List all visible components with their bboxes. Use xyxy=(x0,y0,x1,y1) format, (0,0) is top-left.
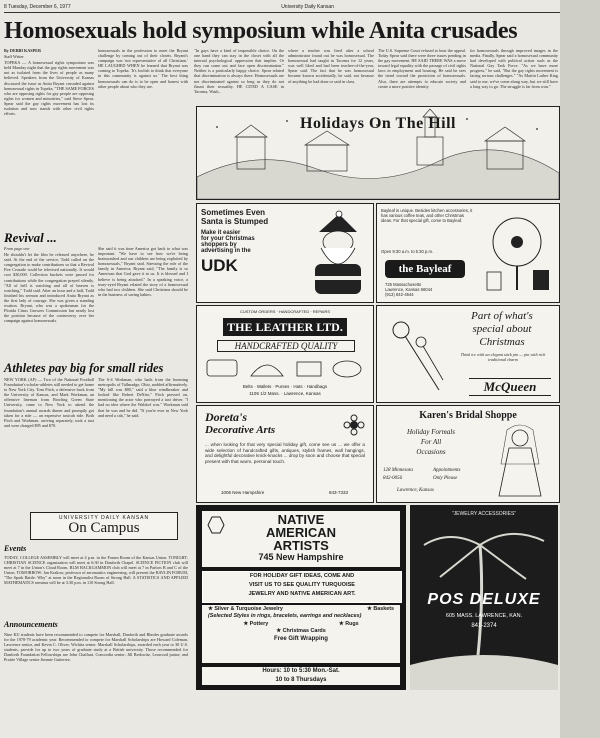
lead-story-col-3 xyxy=(194,48,284,104)
bridal-city: Lawrence, Kansas xyxy=(397,488,434,493)
stick-pin-illustration xyxy=(381,312,447,398)
kitchen-tools-illustration xyxy=(479,210,555,296)
native-header xyxy=(202,511,400,567)
doretas-name-2: Decorative Arts xyxy=(205,424,276,436)
pos-name: POS DELUXE xyxy=(427,591,541,608)
native-item-selected: (Selected Styles in rings, bracelets, earrings and necklaces) xyxy=(208,613,362,620)
native-american-artists-ad xyxy=(196,505,406,690)
native-line-3: ARTISTS xyxy=(273,538,329,553)
on-campus-masthead: UNIVERSITY DAILY KANSAN xyxy=(58,515,150,521)
bridal-line-2: For All xyxy=(420,438,442,446)
doretas-body: ... when looking for that very special holiday gift, come see us ... we offer a wide selection of handcrafted gifts, antiques, stylish frames, wall hangings, and delightful decorative knick-knacks ... drop by soon and choose that special present with that warm, personal touch. xyxy=(205,442,365,464)
native-items-row-2 xyxy=(202,621,400,628)
lead-story-col-4 xyxy=(288,48,374,104)
native-item-baskets: ★ Baskets xyxy=(366,606,394,612)
santa-udk-ad xyxy=(196,203,374,303)
holidays-banner xyxy=(196,106,560,200)
bridal-address: 128 Minnesota xyxy=(383,468,413,473)
doretas-phone: 843-7333 xyxy=(329,490,349,495)
folio-line xyxy=(4,4,564,10)
folio-rule xyxy=(4,12,560,13)
revival-headline: Revival ... xyxy=(4,230,57,245)
native-item-cards: ★ Christmas Cards xyxy=(276,628,326,635)
holidays-title: Holidays On The Hill xyxy=(300,115,456,132)
mcqueen-ad xyxy=(376,305,560,403)
mcqueen-line-2: special about xyxy=(472,323,532,335)
native-promo-3: JEWELRY AND NATIVE AMERICAN ART. xyxy=(248,591,356,597)
doretas-flower-icon xyxy=(343,414,365,436)
udk-brand: UDK xyxy=(201,256,238,275)
pos-deluxe-ad xyxy=(410,505,558,690)
santa-line-1: Sometimes Even xyxy=(201,208,266,217)
lead-byline: By DEBBI KASPER xyxy=(4,48,41,53)
lead-body: TOPEKA — A homosexual rights symposium was held Monday night that the gay rights movement was not as isolated from the lives of people as many believed. Speakers from the University of Kansas discussed the issue as Anita Bryant crusaded against homosexual rights in Topeka. "THE SAME FORCES who are opposing rights for gay people are opposing rights for women and minorities," said Steve Spear. Spear said the gay rights movement has lost its isolation and now stands with other civil rights efforts. xyxy=(4,60,94,117)
events-heading: Events xyxy=(4,544,27,553)
leather-topline: CUSTOM ORDERS · HANDCRAFTED · REPAIRS xyxy=(239,309,331,314)
bayleaf-name: the Bayleaf xyxy=(398,263,452,275)
bayleaf-phone: (913) 842-4544 xyxy=(385,292,414,298)
bridal-line-3: Occasions xyxy=(416,448,446,456)
revival-col2-text: She said it was time America got back to what was important. "We have to see how we're being brainwashed and our children are being exploited by homosexuals," Bryant said. Stressing the role of the family in America, Bryant said, "The family is so American that God gave it to us. It is blessed and I believe is being attacked." In a speaking voice, a teary-eyed Bryant related the story of a homosexual who had two children. She said Christians should be in the business of saving babies. xyxy=(98,246,188,297)
lead-col6-text: for homosexuals through improved images in the media. Finally, Spear said a homosexual community had developed with political action such as the National Gay Task Force. "As we have more progress," he said, "But the gay rights movement is facing serious challenges." "As Martin Luther King said to me, we've come along way, but we still have a long way to go. The struggle is far from won." xyxy=(470,48,558,89)
lead-story-col-2 xyxy=(98,48,188,228)
events-text: TODAY, COLLEGE ASSEMBLY will meet at 4 p.m. in the Forum Room of the Kansas Union. TONIGHT: CHRISTIAN SCIENCE organization will meet at 6:30 in Danforth Chapel. SCIENCE FICTION club will meet at 7 in the Union's Cloud Room. BLM BACKGAMMON club will meet at 7 in Parlors B and C of the Union. TOMORROW: Jan Krakow, professor of aeronautics engineering, will present the BAVLIN FORUM, "The Spark Battle: Why" at noon in the Regionalist Room of Strong Hall. A STATISTICS AND APPLIED MATHEMATICS seminar will be at 3:30 p.m. in 110 Strong Hall. xyxy=(4,555,188,586)
page-edge xyxy=(560,0,600,738)
athletes-col-1 xyxy=(4,377,94,495)
lead-story-col-1 xyxy=(4,48,94,228)
bayleaf-hours: Open 9:30 a.m. to 5:30 p.m. xyxy=(381,249,434,254)
bridal-line-1: Holiday Formals xyxy=(406,428,456,436)
native-items xyxy=(202,605,400,663)
bayleaf-ad xyxy=(376,203,560,303)
native-pottery-icon xyxy=(206,515,226,535)
native-hours-2: 10 to 8 Thursdays xyxy=(275,676,327,683)
main-headline: Homosexuals hold symposium while Anita crusades xyxy=(4,18,518,44)
doretas-address: 1006 New Hampshire xyxy=(221,490,265,495)
bayleaf-city: Lawrence, Kansas 66044 xyxy=(385,287,433,293)
mcqueen-line-3: Christmas xyxy=(479,336,525,348)
native-item-rugs: ★ Rugs xyxy=(338,620,359,627)
doretas-ad xyxy=(196,405,374,503)
lead-col4-text: where a teacher was fired after a school administrator found out he was homosexual. The homosexual had taught in Tacoma for 12 years, was well liked and had been teacher-of-the-year, Spear said. The fact that he was homosexual became known accidentally, he said, not because of anything he had done or said in class. xyxy=(288,48,374,84)
santa-ad-text xyxy=(201,208,299,276)
lead-col3-text: "In gays have a kind of impossible choice. On the one hand they can stay in the closet with all the internal psychological oppression that implies. Or they can come out and face open discrimination." Neither is a particularly happy choice. Spear related that discrimination is always there. Homosexuals are not discriminated against so long as they do not flaunt their sexuality. HE CITED A CASE in Tacoma, Wash., xyxy=(194,48,284,94)
santa-line-3: Make it easier xyxy=(201,230,241,236)
announcements-heading: Announcements xyxy=(4,620,58,629)
santa-illustration xyxy=(305,210,369,296)
santa-line-2: Santa is Stumped xyxy=(201,217,269,226)
bayleaf-address-block xyxy=(385,282,475,300)
native-promo-box xyxy=(202,571,402,603)
athletes-col2-text: The 6-4 Workman, who hails from the booming metropolis of Tallmadge, Ohio, nodded affirmatively. "My bill was $80," said a blue windbreaker and looked like Robert DeNiro," Fitch pressed on, mentioning the actor who portrayed a taxi driver. "I had no idea where the Waldorf was." Workman said that he was and he did. "If you're ever in New York and need a cab," he said. xyxy=(98,377,188,418)
folio-date: 8 Tuesday, December 6, 1977 xyxy=(4,4,71,10)
doretas-name: Doreta's xyxy=(205,410,247,424)
lead-byline-role: Staff Writer xyxy=(4,54,24,60)
bridal-appt-2: Only Please xyxy=(433,476,458,481)
on-campus-banner xyxy=(30,512,178,540)
announcements-text: Nine KU students have been recommended to compete for Marshall, Danforth and Rhodes graduate awards for the 1978-79 academic year. Recommended to compete for Marshall Scholarships are Howard Coleman, Lawrence senior, and Kevin C. Oliver, Wichita senior. Marshall Scholarships, awarded each year to 30 U.S. students, provide for up to two years of graduate study at a British university. Those recommended for Danforth Foundation Fellowships are John Chalfant, Concordia senior; Jill Bedowitz, Leawood junior; and Prairie Village senior Jimmie Gutierrez. xyxy=(4,632,188,663)
athletes-col-2 xyxy=(98,377,188,495)
bayleaf-logo xyxy=(385,260,465,278)
revival-from: From page one xyxy=(4,246,30,251)
leather-name-banner xyxy=(223,318,347,336)
native-line-2: AMERICAN xyxy=(265,525,337,540)
bridal-shoppe-ad xyxy=(376,405,560,503)
on-campus-title: On Campus xyxy=(68,520,140,536)
mcqueen-line-4: Think ice with an elegant stick pin — pin with rich traditional charm xyxy=(460,352,546,363)
mcqueen-name: McQueen xyxy=(469,378,551,396)
leather-address: 1105 1/2 Mass. · Lawrence, Kansas xyxy=(249,391,321,396)
folio-paper-name: University Daily Kansan xyxy=(281,4,334,10)
bridal-appt-1: Appointments xyxy=(433,468,461,473)
bridal-phone: 842-0056 xyxy=(383,476,403,481)
native-item-pottery: ★ Pottery xyxy=(243,620,269,627)
lead-col2-text: homosexuals in the profession to meet the Bryant challenge by coming out of their closets. Bryant's campaign was 'not representative of all Christians.' HE LAUGHED WHEN he learned that Bryant was coming to Topeka. 'It's foolish to think that everyone in this community is against us.' The best thing homosexuals can do is to be open and honest with other people about who they are. xyxy=(98,48,188,89)
native-hours xyxy=(202,667,400,685)
native-items-row-1 xyxy=(202,605,400,613)
bride-illustration xyxy=(487,424,553,498)
leather-ltd-ad xyxy=(196,305,374,403)
native-hours-1: Hours: 10 to 5:30 Mon.-Sat. xyxy=(262,668,340,674)
native-promo-2: VISIT US TO SEE QUALITY TURQUOISE xyxy=(248,582,356,588)
santa-line-5: shoppers by xyxy=(201,242,237,248)
lead-story-col-5 xyxy=(378,48,466,104)
pos-address: 605 MASS. LAWRENCE, KAN. xyxy=(445,613,523,619)
pos-top: "JEWELRY ACCESSORIES" xyxy=(451,511,517,517)
revival-col-1 xyxy=(4,246,94,360)
mcqueen-line-1: Part of what's xyxy=(471,310,533,322)
athletes-headline: Athletes pay big for small rides xyxy=(4,361,164,375)
bayleaf-address: 725 Massachusetts xyxy=(385,282,422,287)
native-line-1: NATIVE xyxy=(277,512,325,527)
native-item-wrap: Free Gift Wrapping xyxy=(274,635,328,642)
santa-line-6: advertising in the xyxy=(201,248,251,254)
native-item-jewelry: ★ Silver & Turquoise Jewelry xyxy=(208,606,283,612)
leather-goods-illustration xyxy=(201,354,369,382)
leather-sub: Belts · Wallets · Purses · Hats · Handbags xyxy=(242,384,328,389)
revival-body: He shouldn't let the film be released anywhere, he said. At the end of the service, Todd called on the congregation to make contributions so that a Revival Fire Crusade could be televised nationally. It would cost $30,000. Collection buckets were passed for contributions while the congregation prayed silently. "All of hell is watching and all of heaven is watching," Todd said. After an hour and a half, Todd finished his sermon and introduced Anita Bryant as the first lady of courage. She was given a standing ovation. Bryant, who was a spokesman for the Florida Citrus Growers Commission but nearly lost the position because of the controversy over her campaign against homosexuals. xyxy=(4,252,94,324)
pos-phone: 841-2374 xyxy=(471,623,497,629)
athletes-body: NEW YORK (AP) — Two of the National Football Foundation's scholar-athletes still needed to get home to New York City. Tom Fitch, a defensive back from the University of Kansas, and Mark Workman, an offensive lineman from Bowling Green State University, came to New York to attend the foundation's annual awards dinner and promptly got taken for a ride — an expensive taxicab ride. Both Fitch and Workman, arriving separately, took a taxi and were charged $95 and $70. xyxy=(4,377,94,428)
leather-name: THE LEATHER LTD. xyxy=(227,320,343,334)
bayleaf-intro: Bayleaf is unique. Besides kitchen accessories, it has various coffee teas, and other Christmas ideas. For that special gift, come to Bayleaf. xyxy=(381,208,473,224)
leather-tag: HANDCRAFTED QUALITY xyxy=(217,340,355,352)
lead-story-col-6 xyxy=(470,48,558,104)
bridal-name: Karen's Bridal Shoppe xyxy=(419,410,517,421)
native-address: 745 New Hampshire xyxy=(258,552,344,562)
lead-col5-text: The U.S. Supreme Court refused to hear the appeal. Today Spear said there were three issues pending in the gay movement. HE SAID THERE WAS a move toward legal equality with the passage of civil rights laws in employment and housing. He said he sees the trend toward the protection of homosexuals. Also, there are attempts to educate society and create a more positive identity xyxy=(378,48,466,89)
native-promo-1: FOR HOLIDAY GIFT IDEAS, COME AND xyxy=(249,573,355,579)
santa-line-4: for your Christmas xyxy=(201,236,255,242)
revival-col-2 xyxy=(98,246,188,360)
